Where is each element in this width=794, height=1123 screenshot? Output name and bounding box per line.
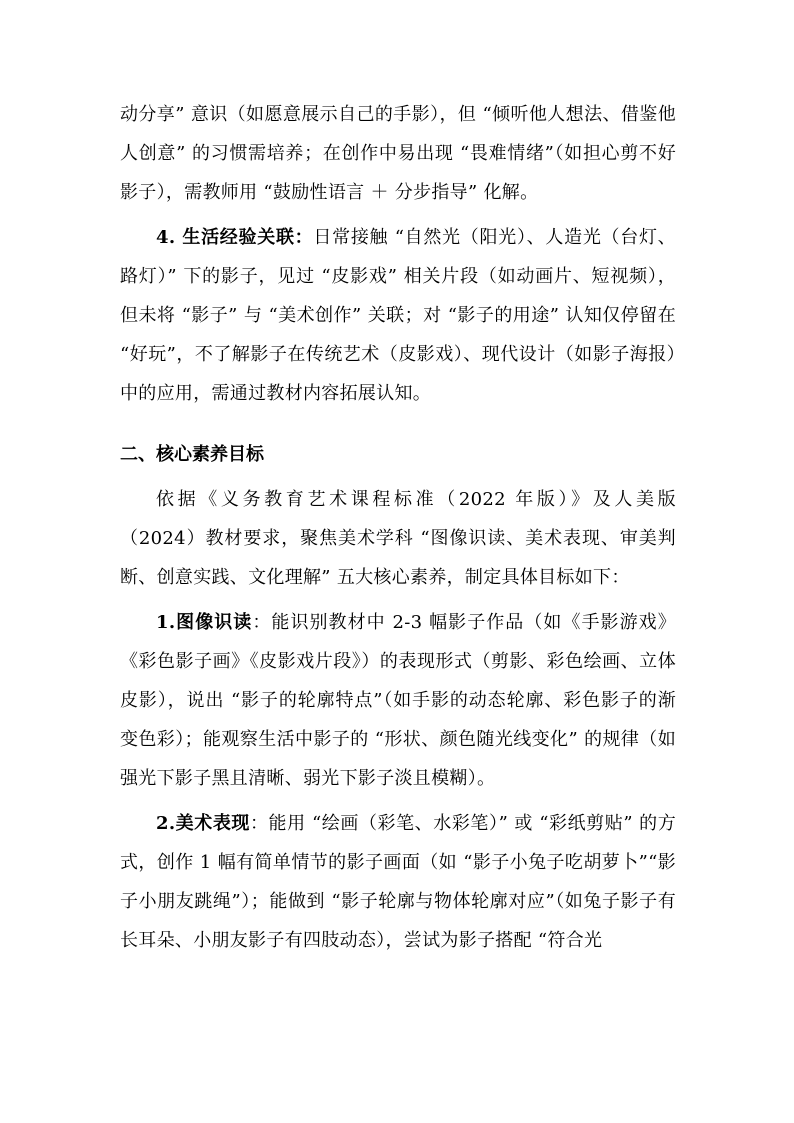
paragraph-continuation: 动分享” 意识（如愿意展示自己的手影），但 “倾听他人想法、借鉴他人创意” 的习惯需培养；在创作中易出现 “畏难情绪”（如担心剪不好影子），需教师用 “鼓励性语言 ＋ 分步指导” 化解。 [120,104,676,203]
paragraph-intro: 依据《义务教育艺术课程标准（2022 年版）》及人美版（2024）教材要求，聚焦美术学科 “图像识读、美术表现、审美判断、创意实践、文化理解” 五大核心素养，制定具体目标如下： [120,489,676,588]
item-label: 1.图像识读 [156,612,253,633]
item-label: 4. 生活经验关联： [156,227,314,248]
paragraph-art-expression [120,804,676,960]
paragraph-life-experience [120,218,676,413]
paragraph-image-reading [120,603,676,798]
item-text: ：能用 “绘画（彩笔、水彩笔）” 或 “彩纸剪贴” 的方式，创作 1 幅有简单情节的影子画面（如 “影子小兔子吃胡萝卜”“影子小朋友跳绳”）；能做到 “影子轮廓与物体轮廓对应”（如兔子影子有长耳朵、小朋友影子有四肢动态），尝试为影子搭配 “符合光 [120,813,677,951]
item-text: ：能识别教材中 2-3 幅影子作品（如《手影游戏》《彩色影子画》《皮影戏片段》）的表现形式（剪影、彩色绘画、立体皮影），说出 “影子的轮廓特点”（如手影的动态轮廓、彩色影子的渐变色彩）；能观察生活中影子的 “形状、颜色随光线变化” 的规律（如强光下影子黑且清晰、弱光下影子淡且模糊）。 [120,612,676,789]
item-label: 2.美术表现 [156,813,250,834]
section-heading: 二、核心素养目标 [120,444,264,465]
document-page [120,95,676,960]
item-text: 日常接触 “自然光（阳光）、人造光（台灯、路灯）” 下的影子，见过 “皮影戏” 相关片段（如动画片、短视频），但未将 “影子” 与 “美术创作” 关联；对 “影子的用途” 认知仅停留在 “好玩”，不了解影子在传统艺术（皮影戏）、现代设计（如影子海报）中的应用，需通过教材内容拓展认知。 [120,227,676,404]
spacer [120,413,676,435]
